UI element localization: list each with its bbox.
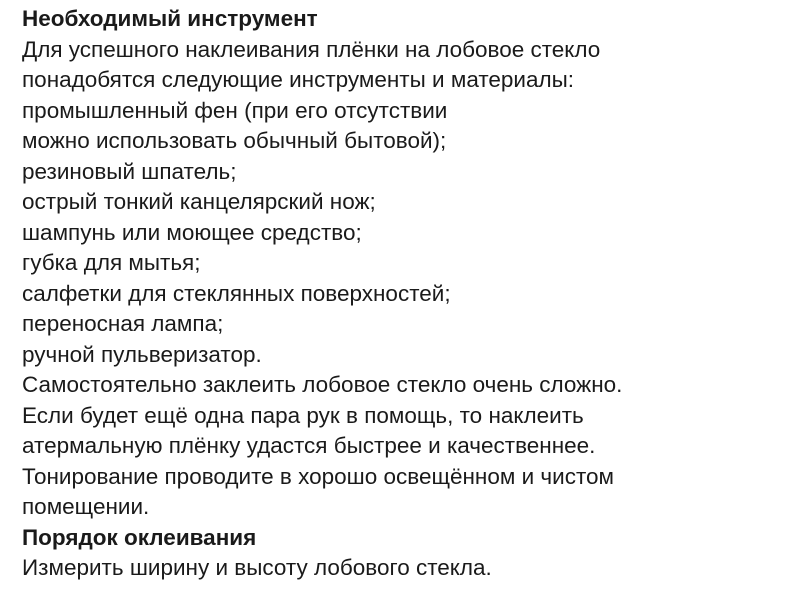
list-item: шампунь или моющее средство; bbox=[22, 219, 362, 245]
section-heading-tools: Необходимый инструмент bbox=[22, 6, 318, 31]
list-item: острый тонкий канцелярский нож; bbox=[22, 189, 376, 214]
document-content bbox=[22, 4, 792, 584]
list-item: можно использовать обычный бытовой); bbox=[22, 128, 447, 153]
list-item: резиновый шпатель; bbox=[22, 158, 237, 184]
list-item: переносная лампа; bbox=[22, 311, 224, 336]
text-line: помещении. bbox=[22, 494, 150, 519]
text-line: атермальную плёнку удастся быстрее и качественнее. bbox=[22, 433, 596, 458]
text-line: Самостоятельно заклеить лобовое стекло очень сложно. bbox=[22, 372, 623, 397]
text-line: Измерить ширину и высоту лобового стекла. bbox=[22, 555, 492, 580]
list-item: промышленный фен (при его отсутствии bbox=[22, 97, 448, 123]
list-item: ручной пульверизатор. bbox=[22, 341, 262, 367]
section-heading-procedure: Порядок оклеивания bbox=[22, 524, 257, 550]
list-item: салфетки для стеклянных поверхностей; bbox=[22, 280, 451, 306]
text-line: Тонирование проводите в хорошо освещённом и чистом bbox=[22, 463, 614, 489]
text-line: Для успешного наклеивания плёнки на лобовое стекло bbox=[22, 36, 601, 62]
text-line: понадобятся следующие инструменты и материалы: bbox=[22, 67, 575, 92]
text-line: Если будет ещё одна пара рук в помощь, то наклеить bbox=[22, 402, 584, 428]
list-item: губка для мытья; bbox=[22, 250, 201, 275]
